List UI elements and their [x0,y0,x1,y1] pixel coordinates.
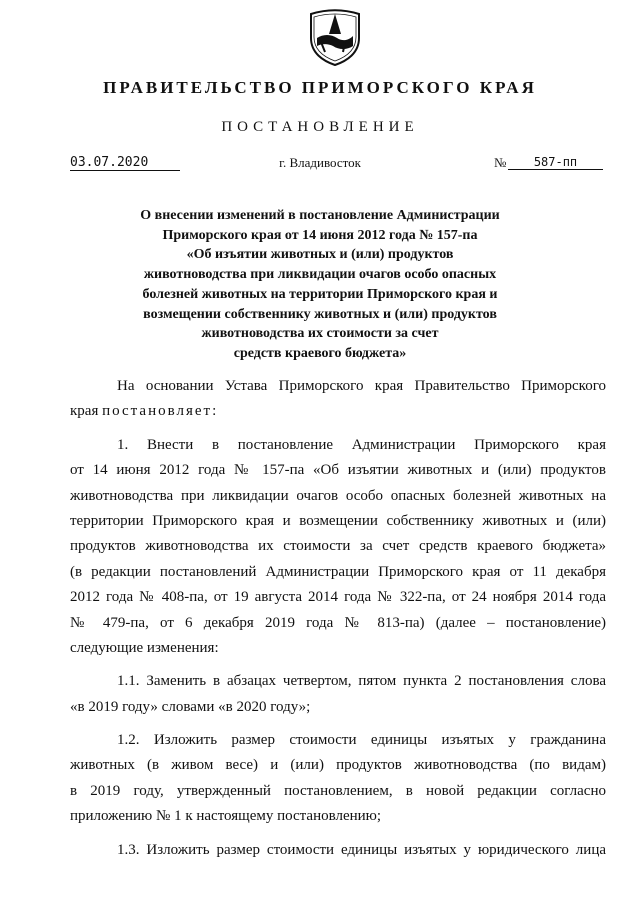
body-line: приложению № 1 к настоящему постановлению; [70,808,382,825]
body-line [70,399,606,424]
title-line: животноводства их стоимости за счет [201,326,439,342]
document-number: 587-пп [508,155,603,170]
body-line: № 479-па, от 6 декабря 2019 года № 813-па) (далее – постановление) [70,614,606,631]
body-text: края [70,403,103,420]
title-line: возмещении собственнику животных и (или) продуктов [143,306,497,322]
body-line: 1.1. Заменить в абзацах четвертом, пятом пункта 2 постановления слова [117,673,606,690]
body-line: в 2019 году, утвержденный постановлением, в новой редакции согласно [70,782,606,799]
body-line: 2012 года № 408-па, от 19 августа 2014 года № 322-па, от 24 ноября 2014 года [70,589,606,606]
title-line: средств краевого бюджета» [233,345,407,361]
body-line: (в редакции постановлений Администрации Приморского края от 11 декабря [70,563,606,580]
body-line: 1. Внести в постановление Администрации Приморского края [117,436,606,453]
body-line: следующие изменения: [70,639,219,656]
resolves-word: постановляет: [102,403,219,420]
document-body [70,374,606,863]
body-line: продуктов животноводства их стоимости за счет средств краевого бюджета» [70,538,606,555]
body-line: животных (в живом весе) и (или) продуктов животноводства (по видам) [70,757,606,774]
body-line: «в 2019 году» словами «в 2020 году»; [70,698,311,715]
body-line: от 14 июня 2012 года № 157-па «Об изъятии животных и (или) продуктов [70,462,606,479]
body-line: 1.2. Изложить размер стоимости единицы изъятых у гражданина [117,732,606,749]
coat-of-arms-icon [305,8,365,66]
title-line: Приморского края от 14 июня 2012 года № 157-па [162,227,478,243]
document-date: 03.07.2020 [70,155,180,171]
organization-title: ПРАВИТЕЛЬСТВО ПРИМОРСКОГО КРАЯ [103,78,537,97]
document-city: г. Владивосток [279,155,361,170]
title-line: О внесении изменений в постановление Администрации [140,208,500,223]
number-label: № [494,155,507,170]
document-title [90,206,550,364]
body-line: На основании Устава Приморского края Правительство Приморского [117,378,606,394]
body-line: 1.3. Изложить размер стоимости единицы изъятых у юридического лица [117,841,606,858]
title-line: животноводства при ликвидации очагов особо опасных [143,267,497,283]
body-line: животноводства при ликвидации очагов особо опасных болезней животных на [70,487,606,504]
title-line: «Об изъятии животных и (или) продуктов [186,247,454,263]
title-line: болезней животных на территории Приморского края и [142,286,498,302]
document-type: ПОСТАНОВЛЕНИЕ [221,119,419,135]
body-line: территории Приморского края и возмещении собственнику животных и (или) [70,512,606,529]
